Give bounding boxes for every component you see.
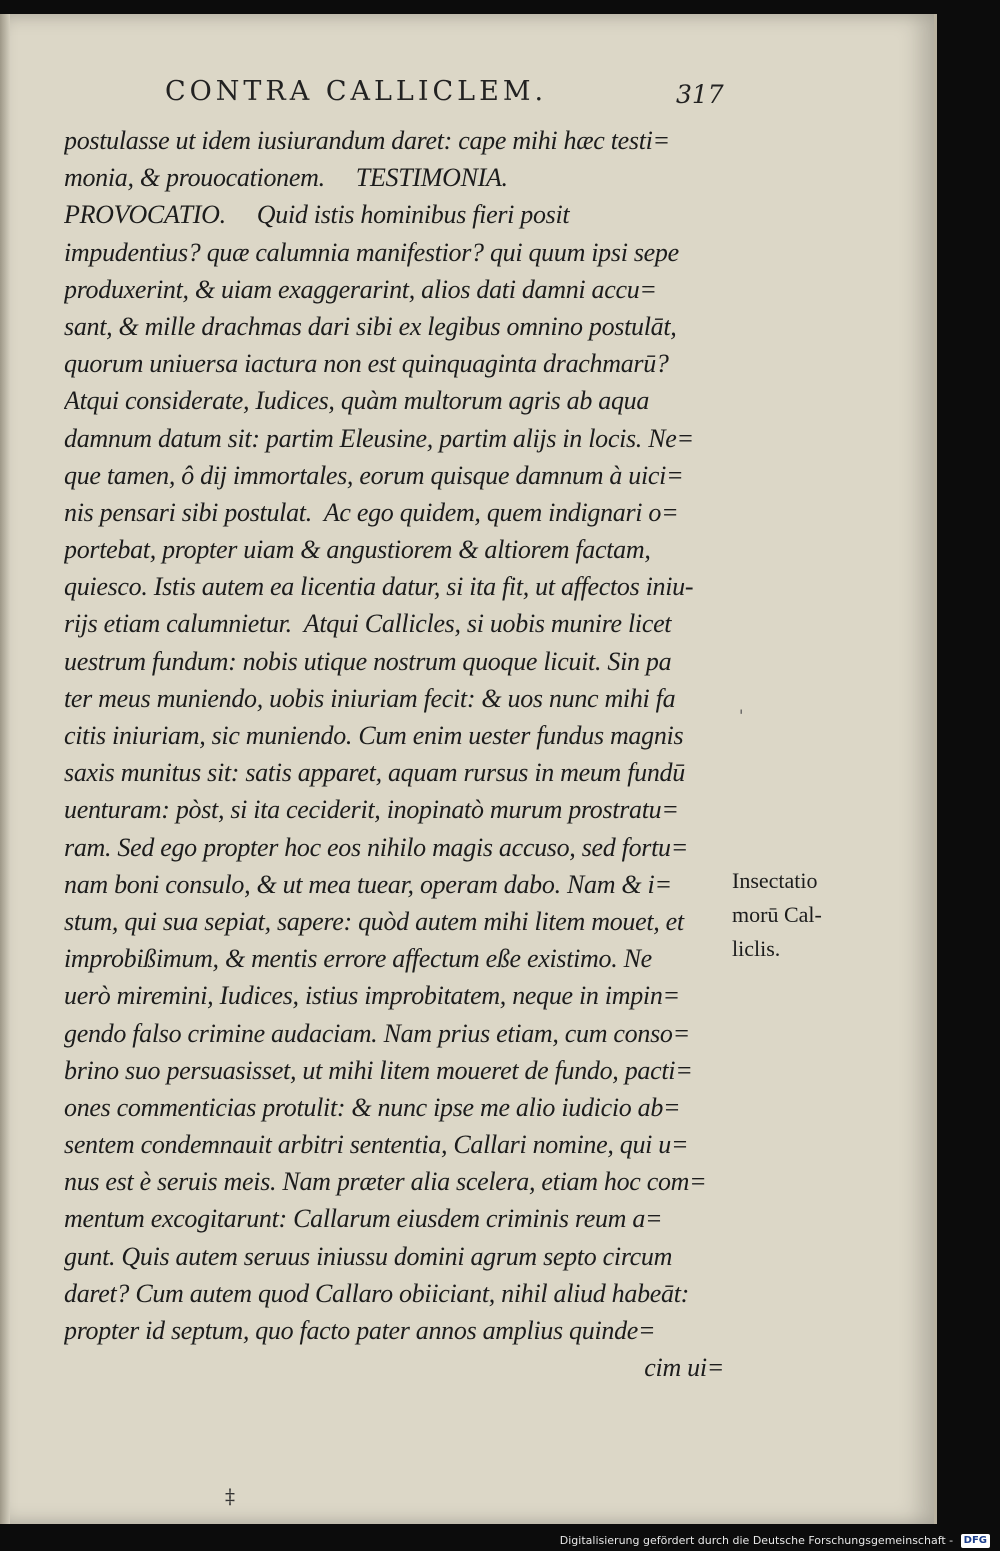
text-line: stum, qui sua sepiat, sapere: quòd autem mihi litem mouet, et [64, 906, 684, 936]
text-line: citis iniuriam, sic muniendo. Cum enim uester fundus magnis [64, 721, 684, 750]
text-line: ones commenticias protulit: & nunc ipse me alio iudicio ab= [64, 1092, 681, 1122]
catchword: cim ui= [644, 1353, 724, 1383]
text-line: portebat, propter uiam & angustiorem & altiorem factam, [64, 535, 651, 565]
marginal-note-line: Insectatio [732, 868, 818, 893]
text-line: gendo falso crimine audaciam. Nam prius etiam, cum conso= [64, 1018, 690, 1048]
text-line: mentum excogitarunt: Callarum eiusdem criminis reum a= [64, 1204, 663, 1234]
text-line: gunt. Quis autem seruus iniussu domini agrum septo circum [64, 1241, 673, 1271]
text-line: uerò miremini, Iudices, istius improbitatem, neque in impin= [64, 981, 680, 1011]
text-line: uestrum fundum: nobis utique nostrum quoque licuit. Sin pa [64, 646, 672, 676]
text-line: sentem condemnauit arbitri sententia, Callari nomine, qui u= [64, 1130, 689, 1160]
text-line: que tamen, ô dij immortales, eorum quisque damnum à uici= [64, 460, 684, 490]
text-line: rijs etiam calumnietur. Atqui Callicles, si uobis munire licet [64, 609, 672, 639]
text-line: impudentius? quæ calumnia manifestior? qui quum ipsi sepe [64, 237, 679, 267]
dfg-logo-icon: DFG [961, 1534, 990, 1548]
text-line: saxis munitus sit: satis apparet, aquam rursus in meum fundū [64, 758, 685, 788]
text-line: damnum datum sit: partim Eleusine, partim alijs in locis. Ne= [64, 423, 694, 453]
text-line: produxerint, & uiam exaggerarint, alios dati damni accu= [64, 274, 657, 304]
text-line: brino suo persuasisset, ut mihi litem moueret de fundo, pacti= [64, 1055, 693, 1085]
text-line: nis pensari sibi postulat. Ac ego quidem, quem indignari o= [64, 497, 679, 527]
text-line: monia, & prouocationem. TESTIMONIA. [64, 163, 508, 193]
text-line: uenturam: pòst, si ita ceciderit, inopinatò murum prostratu= [64, 795, 679, 825]
text-line: PROVOCATIO. Quid istis hominibus fieri posit [64, 200, 570, 230]
page-gutter-shadow [0, 14, 10, 1524]
book-page [0, 14, 937, 1524]
stray-ink-mark: ' [739, 706, 744, 725]
text-line: nus est è seruis meis. Nam præter alia scelera, etiam hoc com= [64, 1167, 707, 1197]
running-head: CONTRA CALLICLEM. [165, 76, 548, 107]
text-line: propter id septum, quo facto pater annos amplius quinde= [64, 1316, 656, 1345]
text-line: Atqui considerate, Iudices, quàm multorum agris ab aqua [64, 386, 650, 416]
digitization-footer [0, 1530, 990, 1551]
text-line: nam boni consulo, & ut mea tuear, operam dabo. Nam & i= [64, 869, 672, 899]
page-number: 317 [676, 80, 724, 109]
text-line: postulasse ut idem iusiurandum daret: cape mihi hæc testi= [64, 126, 670, 155]
marginal-note [732, 864, 872, 966]
text-line: quiesco. Istis autem ea licentia datur, si ita fit, ut affectos iniu- [64, 572, 694, 602]
footer-credit: Digitalisierung gefördert durch die Deutsche Forschungsgemeinschaft - [559, 1534, 954, 1547]
marginal-note-line: liclis. [732, 936, 781, 961]
marginal-note-line: morū Cal- [732, 902, 822, 927]
text-line: quorum uniuersa iactura non est quinquaginta drachmarū? [64, 349, 669, 379]
text-line: ter meus muniendo, uobis iniuriam fecit: & uos nunc mihi fa [64, 683, 676, 713]
signature-mark: ‡ [225, 1484, 235, 1508]
text-line: ram. Sed ego propter hoc eos nihilo magis accuso, sed fortu= [64, 832, 688, 862]
text-line: daret? Cum autem quod Callaro obiiciant, nihil aliud habeāt: [64, 1278, 689, 1308]
text-line: improbißimum, & mentis errore affectum eße existimo. Ne [64, 944, 652, 974]
text-line: sant, & mille drachmas dari sibi ex legibus omnino postulāt, [64, 311, 677, 341]
body-text [64, 122, 724, 1386]
